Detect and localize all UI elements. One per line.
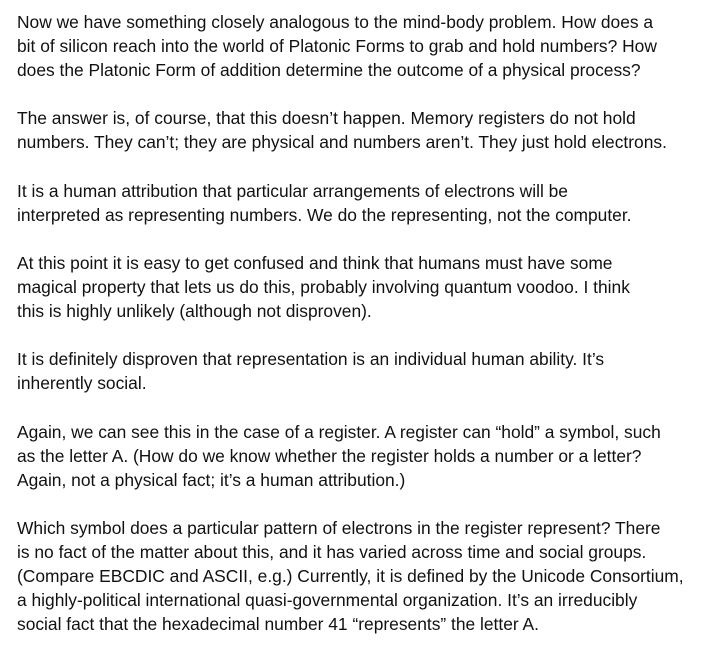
text-line: At this point it is easy to get confused and think that humans must have some [17, 252, 613, 273]
text-line: bit of silicon reach into the world of Platonic Forms to grab and hold numbers? How [17, 36, 657, 57]
text-line: inherently social. [17, 373, 147, 394]
paragraph-2 [17, 106, 706, 154]
text-line: as the letter A. (How do we know whether the register holds a number or a letter? [17, 445, 642, 466]
text-line: Which symbol does a particular pattern of electrons in the register represent? There [17, 517, 661, 538]
paragraph-6 [17, 420, 706, 492]
paragraph-3 [17, 179, 706, 227]
paragraph-1 [17, 10, 706, 82]
text-line: The answer is, of course, that this doesn’t happen. Memory registers do not hold [17, 108, 636, 129]
text-line: (Compare EBCDIC and ASCII, e.g.) Currently, it is defined by the Unicode Consortium, [17, 566, 684, 587]
text-line: numbers. They can’t; they are physical and numbers aren’t. They just hold electrons. [17, 132, 667, 153]
paragraph-5 [17, 347, 706, 395]
text-line: It is a human attribution that particular arrangements of electrons will be [17, 180, 568, 201]
text-line: is no fact of the matter about this, and it has varied across time and social groups. [17, 542, 647, 563]
paragraph-7 [17, 516, 706, 636]
text-line: this is highly unlikely (although not disproven). [17, 301, 372, 322]
text-line: Now we have something closely analogous to the mind-body problem. How does a [17, 12, 654, 32]
text-line: It is definitely disproven that representation is an individual human ability. It’s [17, 349, 605, 370]
text-line: does the Platonic Form of addition determine the outcome of a physical process? [17, 60, 641, 81]
text-line: magical property that lets us do this, probably involving quantum voodoo. I think [17, 277, 630, 298]
text-line: Again, not a physical fact; it’s a human attribution.) [17, 469, 406, 490]
text-line: Again, we can see this in the case of a register. A register can “hold” a symbol, such [17, 421, 661, 442]
text-line: social fact that the hexadecimal number 41 “represents” the letter A. [17, 614, 539, 635]
text-line: interpreted as representing numbers. We do the representing, not the computer. [17, 204, 632, 225]
text-line: a highly-political international quasi-governmental organization. It’s an irreducibly [17, 590, 638, 611]
paragraph-4 [17, 251, 706, 323]
